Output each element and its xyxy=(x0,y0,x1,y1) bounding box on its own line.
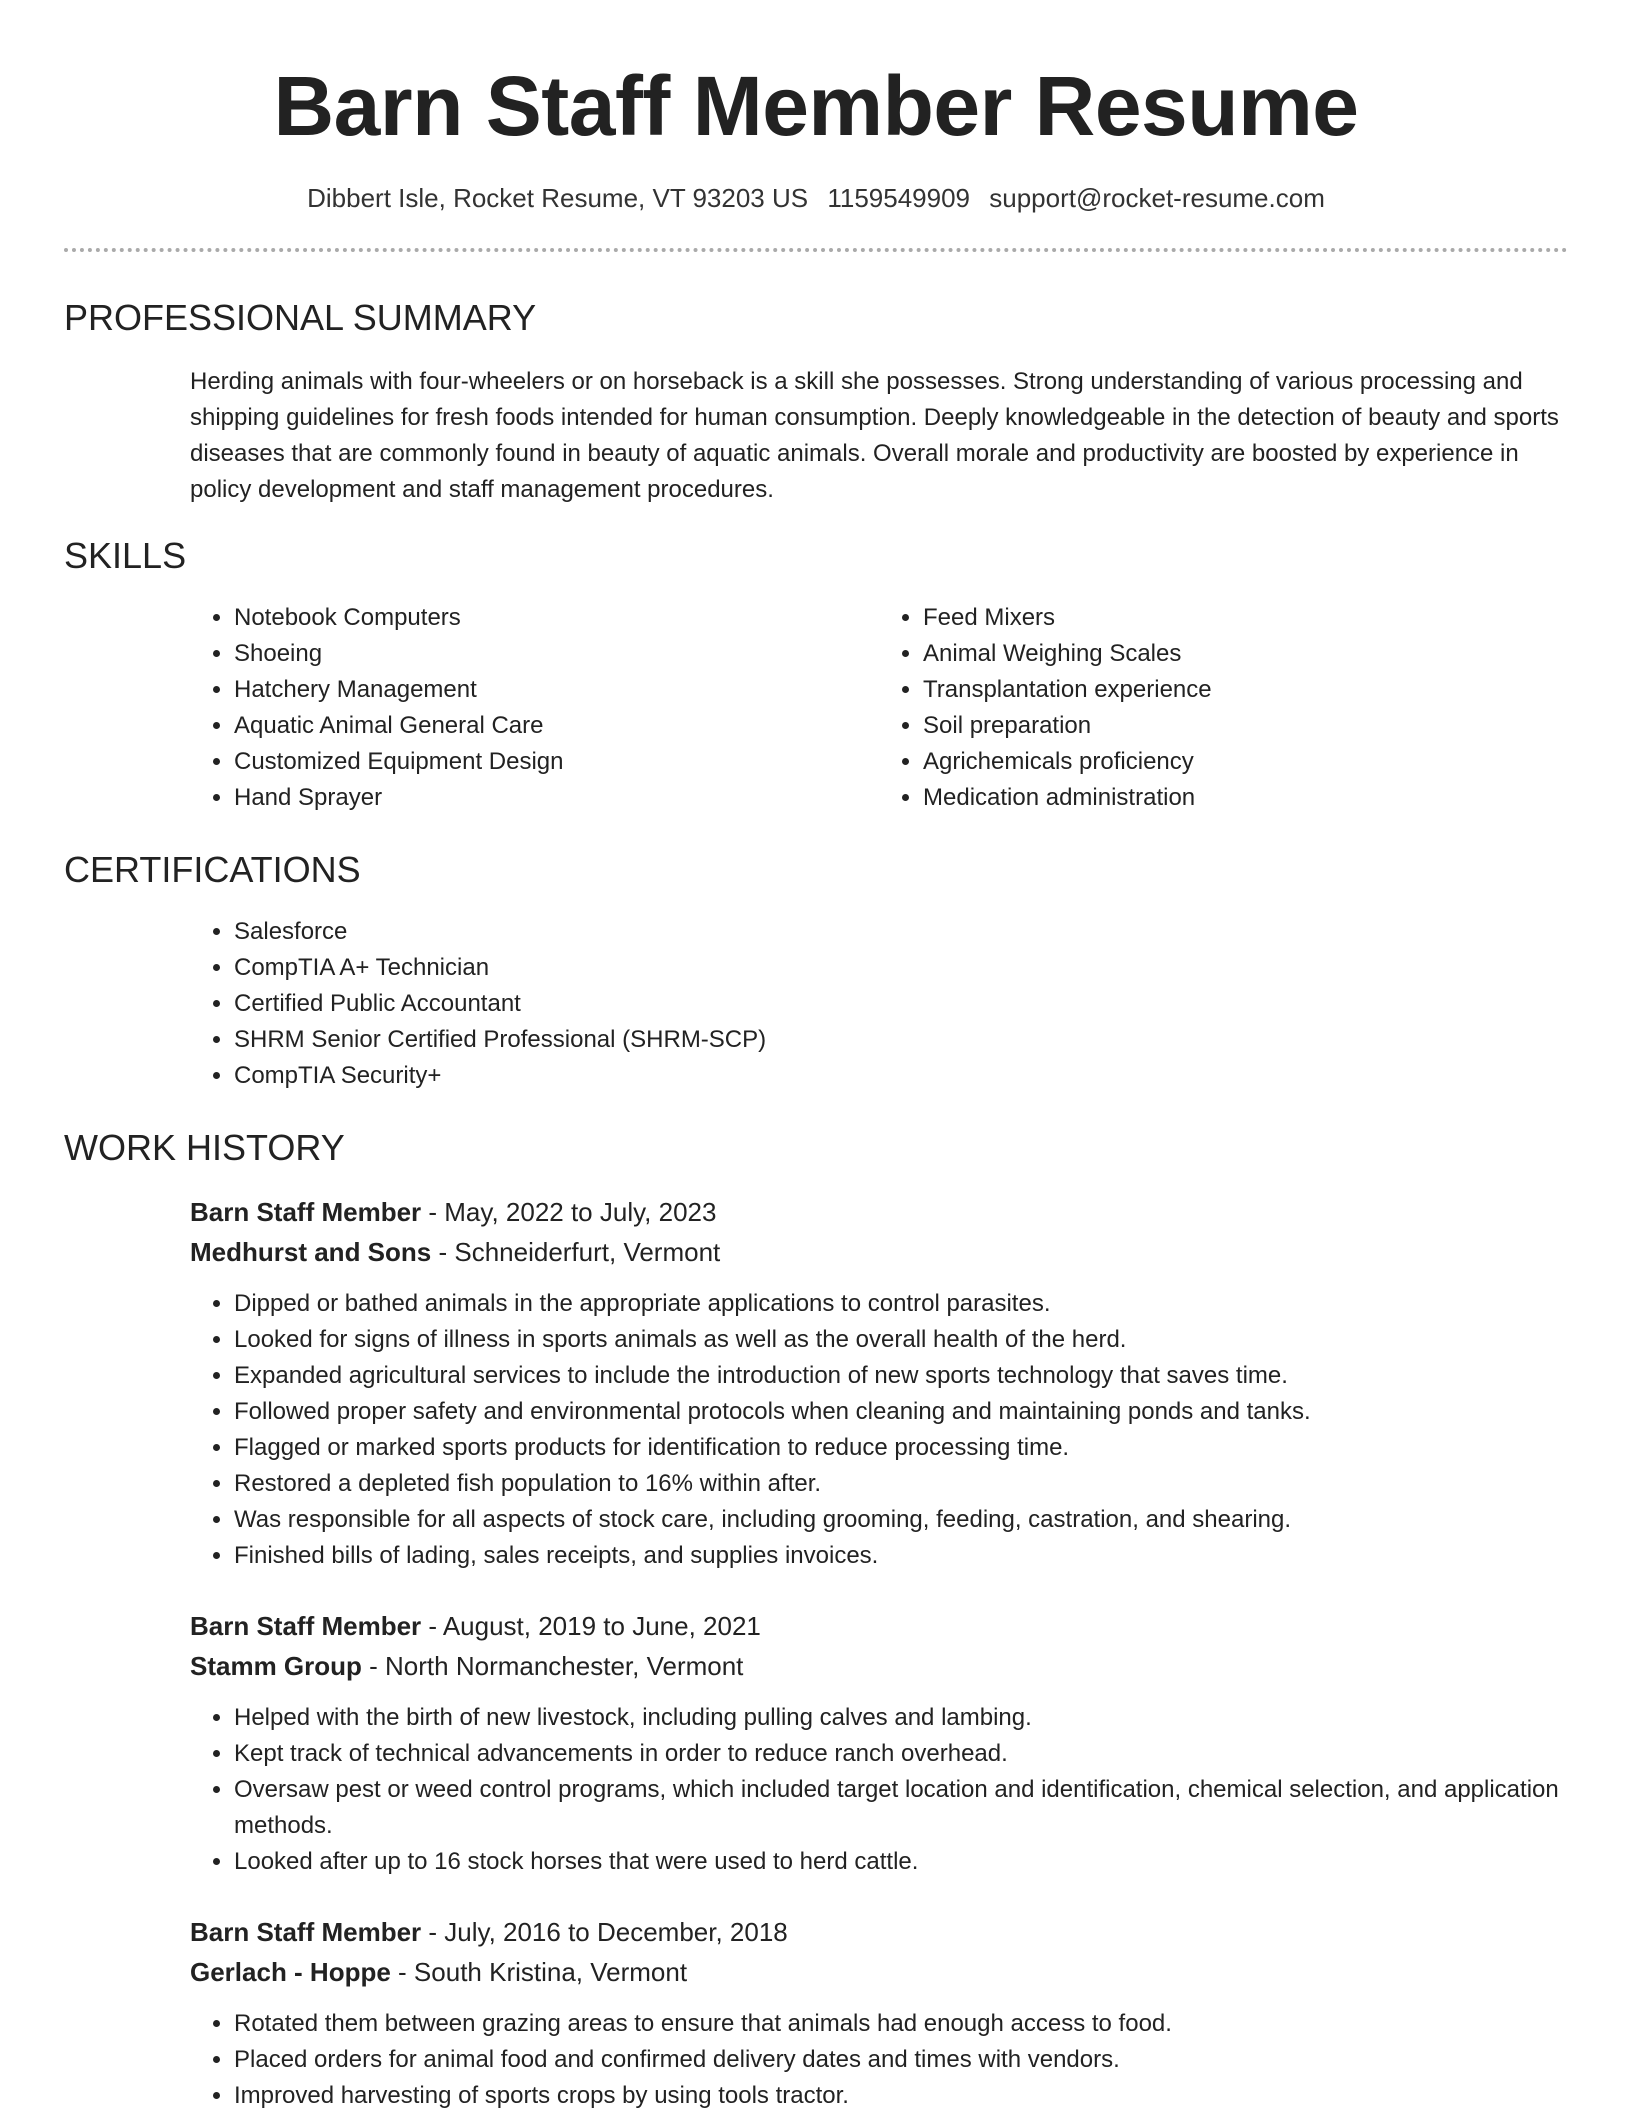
certifications-section xyxy=(64,848,1568,1094)
job-bullet: • Was responsible for all aspects of stock care, including grooming, feeding, castration, and shearing. xyxy=(234,1502,1568,1538)
certification-item: • CompTIA A+ Technician xyxy=(234,950,1568,986)
work-history-heading: WORK HISTORY xyxy=(64,1127,345,1168)
skills-heading: SKILLS xyxy=(64,535,187,576)
contact-line xyxy=(64,180,1568,216)
skill-item: • Aquatic Animal General Care xyxy=(234,708,879,744)
job-dates: - July, 2016 to December, 2018 xyxy=(421,1917,788,1947)
certifications-list xyxy=(190,914,1568,1094)
certification-item: • CompTIA Security+ xyxy=(234,1058,1568,1094)
job-bullet: • Kept track of technical advancements in order to reduce ranch overhead. xyxy=(234,1736,1568,1772)
certification-item: • Certified Public Accountant xyxy=(234,986,1568,1022)
skill-item: • Agrichemicals proficiency xyxy=(923,744,1568,780)
job-dates: - August, 2019 to June, 2021 xyxy=(421,1611,761,1641)
summary-section xyxy=(64,296,1568,508)
job-bullet: • Restored a depleted fish population to 16% within after. xyxy=(234,1466,1568,1502)
job-dates: - May, 2022 to July, 2023 xyxy=(421,1197,717,1227)
skill-item: • Feed Mixers xyxy=(923,600,1568,636)
contact-phone: 1159549909 xyxy=(827,183,971,213)
job-bullet: • Followed proper safety and environmental protocols when cleaning and maintaining ponds and tanks. xyxy=(234,1394,1568,1430)
summary-text: Herding animals with four-wheelers or on horseback is a skill she possesses. Strong understanding of various processing and shipping guidelines for fresh foods intended for human consumption. Deeply knowledgeable in the detection of beauty and sports diseases that are commonly found in beauty of aquatic animals. Overall morale and productivity are boosted by experience in policy development and staff management procedures. xyxy=(190,368,1559,503)
job-title-line xyxy=(190,1606,1568,1646)
skill-item: • Shoeing xyxy=(234,636,879,672)
job-title: Barn Staff Member xyxy=(190,1917,422,1947)
contact-address: Dibbert Isle, Rocket Resume, VT 93203 US xyxy=(307,183,809,213)
job-company-line xyxy=(190,1232,1568,1272)
job-title: Barn Staff Member xyxy=(190,1611,422,1641)
job-bullet: • Helped with the birth of new livestock, including pulling calves and lambing. xyxy=(234,1700,1568,1736)
job-bullet: • Flagged or marked sports products for identification to reduce processing time. xyxy=(234,1430,1568,1466)
contact-email: support@rocket-resume.com xyxy=(989,183,1325,213)
job-entry xyxy=(190,1606,1568,1880)
job-title: Barn Staff Member xyxy=(190,1197,422,1227)
header-divider xyxy=(64,248,1568,252)
resume-title: Barn Staff Member Resume xyxy=(273,59,1359,153)
skills-left-list xyxy=(190,600,879,816)
skill-item: • Medication administration xyxy=(923,780,1568,816)
job-bullet: • Improved harvesting of sports crops by using tools tractor. xyxy=(234,2078,1568,2114)
job-bullets xyxy=(64,2006,1568,2114)
skill-item: • Hand Sprayer xyxy=(234,780,879,816)
job-bullet: • Placed orders for animal food and confirmed delivery dates and times with vendors. xyxy=(234,2042,1568,2078)
job-title-line xyxy=(190,1912,1568,1952)
skill-item: • Notebook Computers xyxy=(234,600,879,636)
job-bullets xyxy=(64,1700,1568,1880)
job-location: - Schneiderfurt, Vermont xyxy=(431,1237,721,1267)
job-bullet: • Finished bills of lading, sales receipts, and supplies invoices. xyxy=(234,1538,1568,1574)
job-title-line xyxy=(190,1192,1568,1232)
job-company: Stamm Group xyxy=(190,1651,362,1681)
skill-item: • Hatchery Management xyxy=(234,672,879,708)
job-bullet: • Looked after up to 16 stock horses that were used to herd cattle. xyxy=(234,1844,1568,1880)
job-bullet: • Oversaw pest or weed control programs, which included target location and identification, chemical selection, and application methods. xyxy=(234,1772,1568,1844)
skills-right-list xyxy=(879,600,1568,816)
certification-item: • Salesforce xyxy=(234,914,1568,950)
certifications-heading: CERTIFICATIONS xyxy=(64,849,361,890)
summary-heading: PROFESSIONAL SUMMARY xyxy=(64,297,537,338)
job-location: - North Normanchester, Vermont xyxy=(361,1651,744,1681)
work-history-section xyxy=(64,1126,1568,2114)
job-company-line xyxy=(190,1952,1568,1992)
job-company: Medhurst and Sons xyxy=(190,1237,432,1267)
job-bullet: • Looked for signs of illness in sports animals as well as the overall health of the herd. xyxy=(234,1322,1568,1358)
job-company: Gerlach - Hoppe xyxy=(190,1957,391,1987)
skills-section xyxy=(64,534,1568,816)
certification-item: • SHRM Senior Certified Professional (SHRM-SCP) xyxy=(234,1022,1568,1058)
job-bullet: • Rotated them between grazing areas to ensure that animals had enough access to food. xyxy=(234,2006,1568,2042)
job-bullet: • Dipped or bathed animals in the appropriate applications to control parasites. xyxy=(234,1286,1568,1322)
skill-item: • Animal Weighing Scales xyxy=(923,636,1568,672)
job-entry xyxy=(190,1912,1568,2114)
job-bullet: • Expanded agricultural services to include the introduction of new sports technology that saves time. xyxy=(234,1358,1568,1394)
job-bullets xyxy=(64,1286,1568,1574)
job-company-line xyxy=(190,1646,1568,1686)
skills-grid xyxy=(190,600,1568,816)
skill-item: • Customized Equipment Design xyxy=(234,744,879,780)
skill-item: • Soil preparation xyxy=(923,708,1568,744)
job-location: - South Kristina, Vermont xyxy=(390,1957,688,1987)
job-entry xyxy=(190,1192,1568,1574)
skill-item: • Transplantation experience xyxy=(923,672,1568,708)
